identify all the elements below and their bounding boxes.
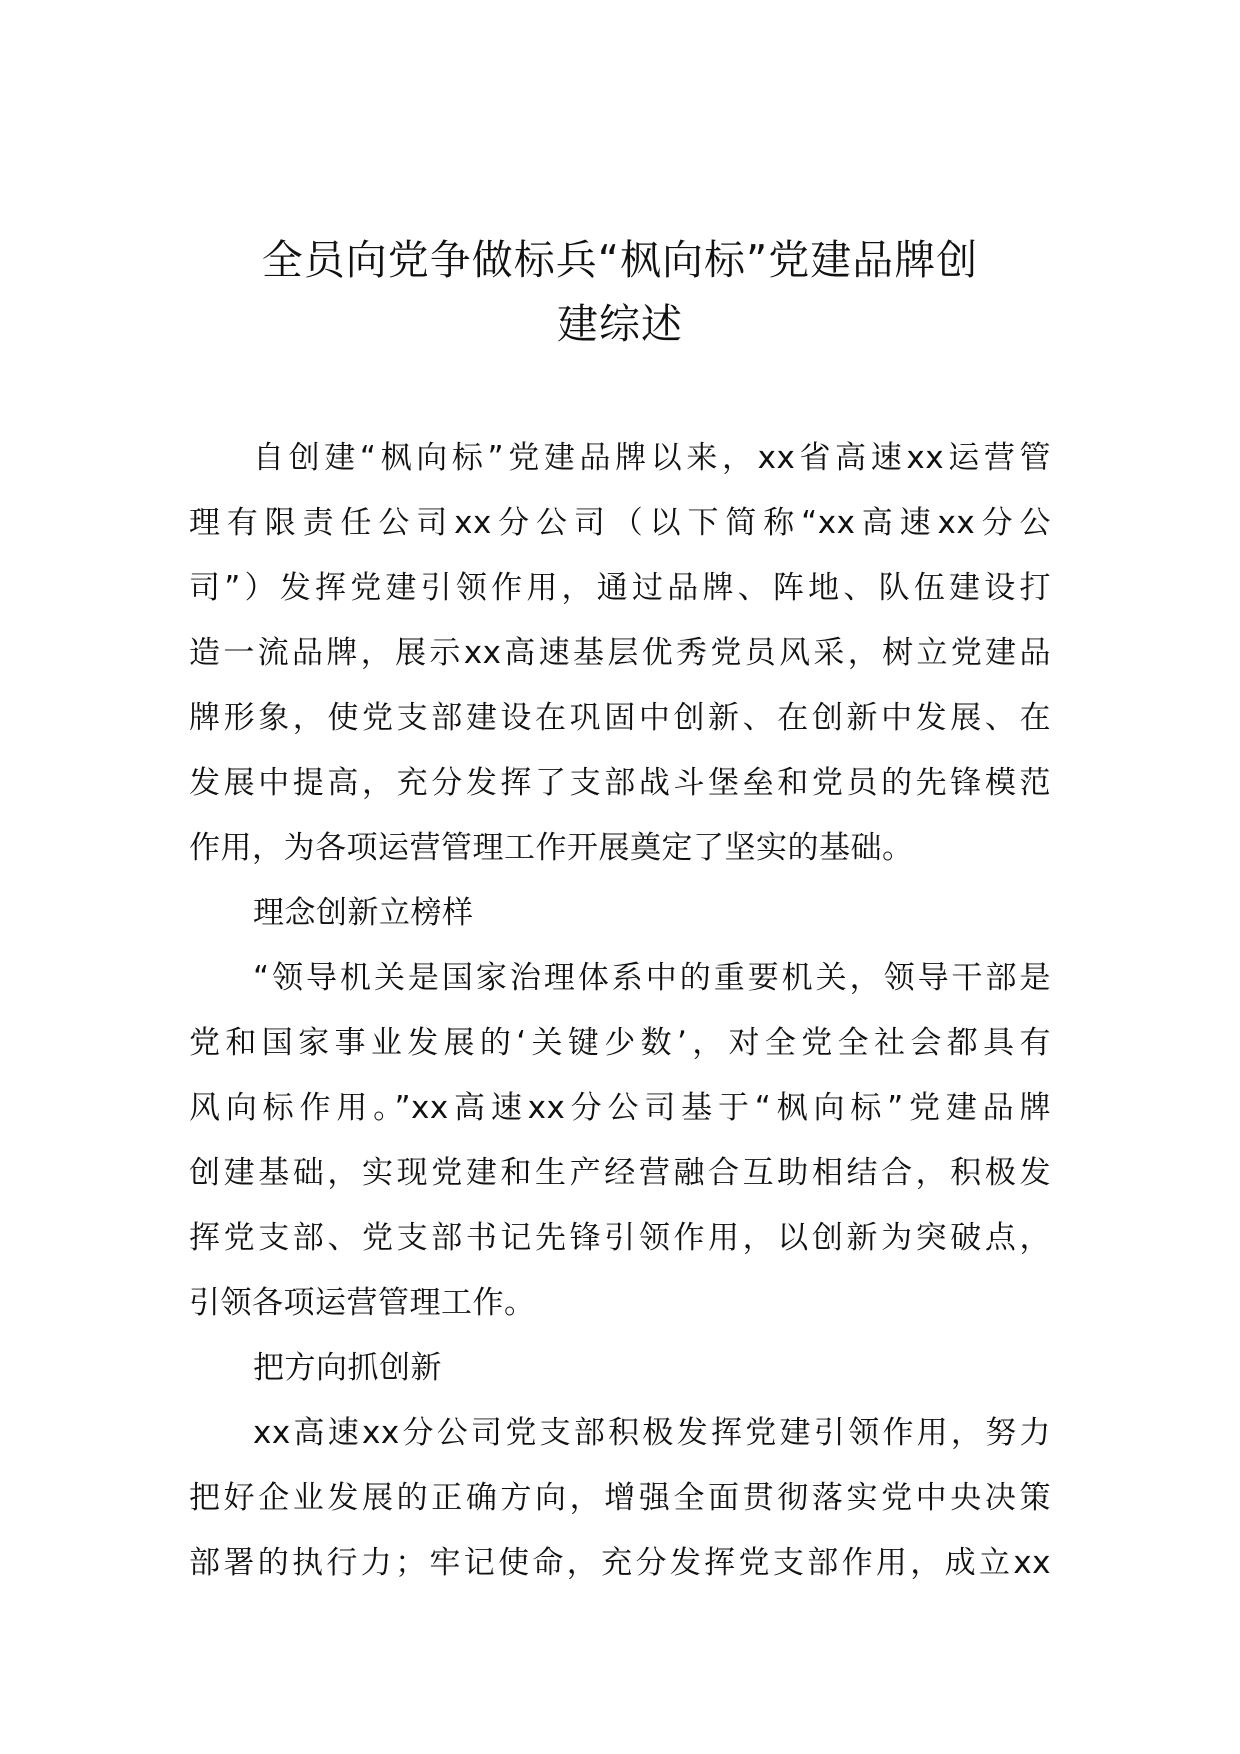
paragraph-line: 党和国家事业发展的‘关键少数’，对全党全社会都具有 — [189, 1025, 1051, 1061]
title-line-1: 全员向党争做标兵“枫向标”党建品牌创 — [261, 236, 979, 284]
paragraph-line: 把好企业发展的正确方向，增强全面贯彻落实党中央决策 — [189, 1480, 1051, 1516]
paragraph-line: 理有限责任公司xx分公司（以下简称“xx高速xx分公 — [189, 505, 1051, 541]
paragraph-line: “领导机关是国家治理体系中的重要机关，领导干部是 — [253, 960, 1051, 996]
paragraph-line: 造一流品牌，展示xx高速基层优秀党员风采，树立党建品 — [189, 635, 1051, 671]
paragraph-line: 风向标作用。”xx高速xx分公司基于“枫向标”党建品牌 — [189, 1090, 1051, 1126]
paragraph-line: 牌形象，使党支部建设在巩固中创新、在创新中发展、在 — [189, 700, 1051, 736]
section-heading: 把方向抓创新 — [253, 1350, 442, 1386]
section-heading: 理念创新立榜样 — [253, 895, 474, 931]
paragraph-line: 引领各项运营管理工作。 — [189, 1285, 536, 1321]
paragraph-line: 部署的执行力；牢记使命，充分发挥党支部作用，成立xx — [189, 1545, 1051, 1581]
title-line-2: 建综述 — [557, 300, 683, 348]
document-title — [180, 228, 1060, 356]
paragraph-line: 作用，为各项运营管理工作开展奠定了坚实的基础。 — [189, 830, 914, 866]
paragraph-line: 司”）发挥党建引领作用，通过品牌、阵地、队伍建设打 — [189, 570, 1051, 606]
paragraph-line: 自创建“枫向标”党建品牌以来，xx省高速xx运营管 — [253, 440, 1051, 476]
paragraph-line: 创建基础，实现党建和生产经营融合互助相结合，积极发 — [189, 1155, 1051, 1191]
document-body — [189, 426, 1051, 1596]
paragraph-line: 挥党支部、党支部书记先锋引领作用，以创新为突破点， — [189, 1220, 1051, 1256]
paragraph-line: xx高速xx分公司党支部积极发挥党建引领作用，努力 — [253, 1415, 1051, 1451]
paragraph-line: 发展中提高，充分发挥了支部战斗堡垒和党员的先锋模范 — [189, 765, 1051, 801]
